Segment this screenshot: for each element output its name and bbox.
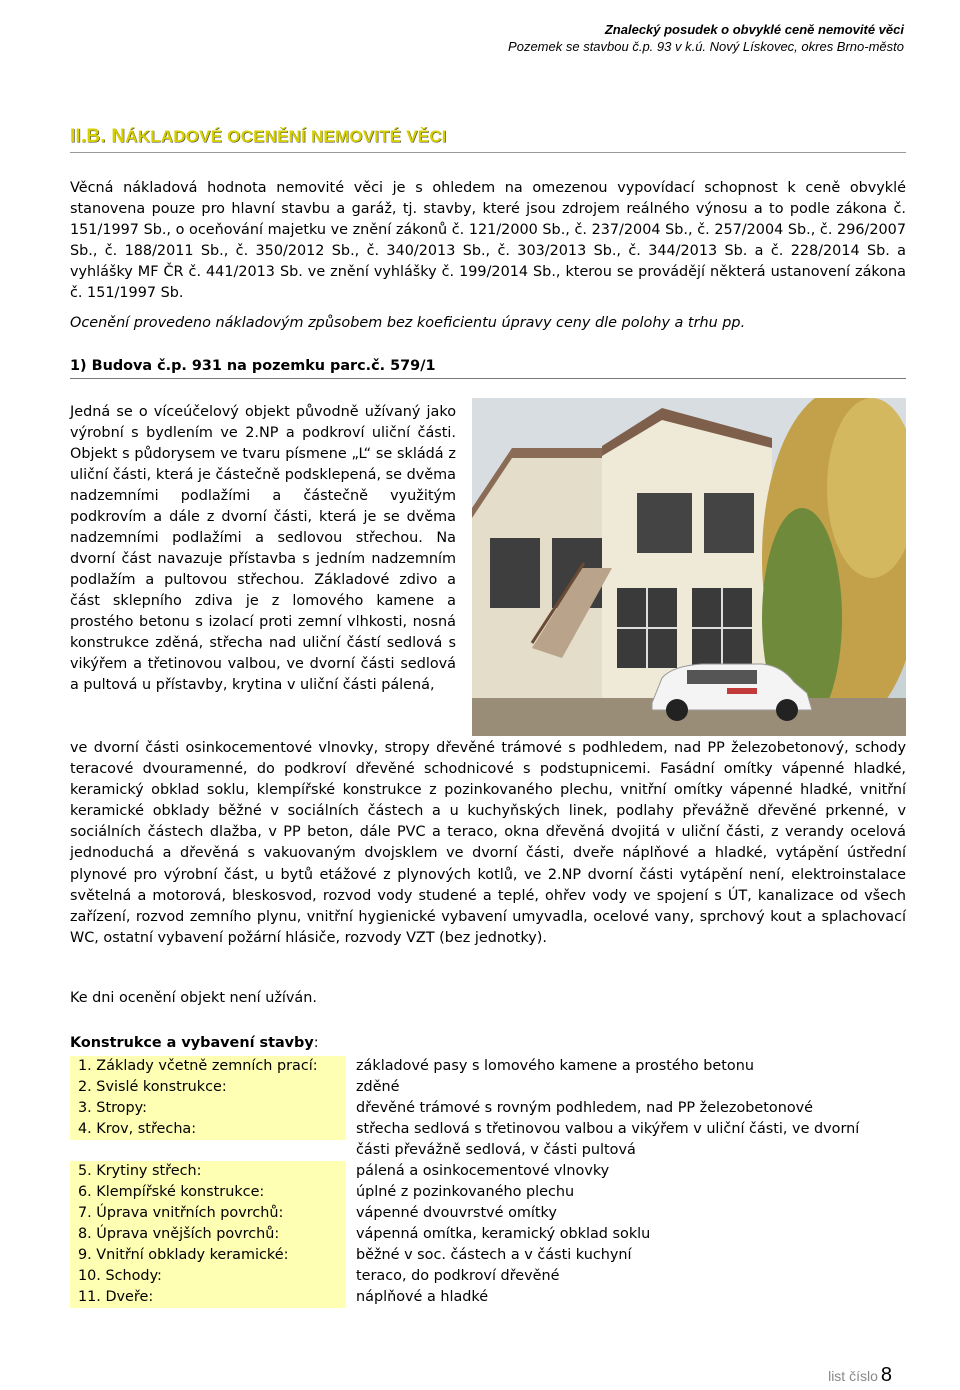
construction-row-gap [346,1119,356,1140]
construction-row-gap [346,1140,356,1161]
header-subtitle: Pozemek se stavbou č.p. 93 v k.ú. Nový Lískovec, okres Brno-město [508,39,904,54]
construction-row-gap [346,1056,356,1077]
construction-row-gap [346,1224,356,1245]
construction-row-label: 6. Klempířské konstrukce: [70,1182,346,1203]
construction-row-label: 7. Úprava vnitřních povrchů: [70,1203,346,1224]
construction-row-value: střecha sedlová s třetinovou valbou a vikýřem v uliční části, ve dvorní [356,1121,860,1137]
construction-row-label: 5. Krytiny střech: [70,1161,346,1182]
construction-row [70,1182,906,1203]
construction-row [70,1287,906,1308]
building-photo [472,398,906,736]
construction-row-gap [346,1182,356,1203]
construction-row-gap [346,1266,356,1287]
construction-row-label: 3. Stropy: [70,1098,346,1119]
construction-row [70,1245,906,1266]
construction-row [70,1077,906,1098]
construction-row [70,1056,906,1077]
construction-row-label: 9. Vnitřní obklady keramické: [70,1245,346,1266]
valuation-note: Ocenění provedeno nákladovým způsobem bez koeficientu úpravy ceny dle polohy a trhu pp. [70,315,746,331]
construction-row-gap [346,1077,356,1098]
usage-note: Ke dni ocenění objekt není užíván. [70,990,317,1006]
construction-row-value: náplňové a hladké [356,1289,489,1305]
construction-row-label: 4. Krov, střecha: [70,1119,346,1140]
construction-row-value: vápenné dvouvrstvé omítky [356,1205,557,1221]
construction-row-label: 1. Základy včetně zemních prací: [70,1056,346,1077]
construction-colon: : [313,1035,319,1051]
construction-row [70,1203,906,1224]
construction-row-label: 2. Svislé konstrukce: [70,1077,346,1098]
section-title-prefix: II.B. N [70,126,126,147]
page-number-label: list číslo [828,1368,878,1384]
construction-row [70,1140,906,1161]
construction-heading [70,1035,319,1051]
construction-row-gap [346,1245,356,1266]
construction-row-value: pálená a osinkocementové vlnovky [356,1163,610,1179]
construction-row [70,1119,906,1140]
construction-row [70,1224,906,1245]
construction-row [70,1161,906,1182]
building-description-full: ve dvorní části osinkocementové vlnovky, stropy dřevěné trámové s podhledem, nad PP železobetonový, schody teracové dvouramenné, do podkroví dřevěné schodnicové s podstupnicemi. Fasádní omítky vápenné hladké, keramický obklad soklu, klempířské konstrukce z pozinkovaného plechu, vnitřní omítky vápenné hladké, vnitřní keramické obklady běžné v sociálních částech a u kuchyňských linek, podlahy převážně dřevěné prkenné, v sociálních částech dlažba, v PP beton, dále PVC a teraco, okna dřevěná dvojitá v uliční části, z verandy ocelová jednoduchá a dřevěná s vakuovaným dvojsklem ve dvorní části, dveře náplňové a hladké, vytápění ústřední plynové pro výrobní část, u bytů etážové z plynových kotlů, ve 2.NP dvorní části vytápění není, elektroinstalace světelná a motorová, bleskosvod, rozvod vody studené a teplé, ohřev vody ve spojení s ÚT, kanalizace od všech zařízení, rozvod zemního plynu, vnitřní hygienické vybavení umyvadla, ocelové vany, sprchový kout a splachovací WC, ostatní vybavení požární hlásiče, rozvody VZT (bez jednotky). [70,740,906,946]
construction-row-label: 10. Schody: [70,1266,346,1287]
construction-row-value: zděné [356,1079,400,1095]
construction-row-gap [346,1203,356,1224]
construction-row-value: úplné z pozinkovaného plechu [356,1184,575,1200]
construction-table [70,1056,906,1308]
construction-row-label: 11. Dveře: [70,1287,346,1308]
building-description-left: Jedná se o víceúčelový objekt původně užívaný jako výrobní s bydlením ve 2.NP a podkroví uliční části. Objekt s půdorysem ve tvaru písmene „L“ se skládá z uliční části, která je částečně podsklepená, se dvěma nadzemními podlažími a částečně využitým podkrovím a dále z dvorní části, která je se dvěma nadzemními podlažími a sedlovou střechou. Na dvorní část navazuje přístavba s jedním nadzemním podlažím a pultovou střechou. Základové zdivo a část sklepního zdiva je z lomového kamene a prostého betonu s izolací proti zemní vlhkosti, nosná konstrukce zděná, střecha nad uliční částí sedlová s vikýřem a třetinovou valbou, ve dvorní části sedlová a pultová u přístavby, krytina v uliční části pálená, [70,404,456,693]
construction-row-gap [346,1161,356,1182]
construction-row-label [70,1140,346,1161]
construction-row [70,1266,906,1287]
page-number: 8 [880,1364,892,1386]
building-heading: 1) Budova č.p. 931 na pozemku parc.č. 579/1 [70,358,906,379]
construction-row-value: základové pasy s lomového kamene a prostého betonu [356,1058,754,1074]
construction-row-gap [346,1287,356,1308]
page-footer [828,1364,892,1387]
construction-row-gap [346,1098,356,1119]
construction-title: Konstrukce a vybavení stavby [70,1035,314,1051]
section-title-rest: ÁKLADOVÉ OCENĚNÍ NEMOVITÉ VĚCI [125,127,447,146]
construction-row [70,1098,906,1119]
construction-row-value: teraco, do podkroví dřevěné [356,1268,560,1284]
intro-paragraph: Věcná nákladová hodnota nemovité věci je s ohledem na omezenou vypovídací schopnost k ceně obvyklé stanovena pouze pro hlavní stavbu a garáž, tj. stavby, které jsou zdrojem reálného výnosu a to podle zákona č. 151/1997 Sb., o oceňování majetku ve znění zákonů č. 121/2000 Sb., č. 237/2004 Sb., č. 257/2004 Sb., č. 296/2007 Sb., č. 188/2011 Sb., č. 350/2012 Sb., č. 340/2013 Sb., č. 303/2013 Sb., č. 344/2013 Sb. a č. 228/2014 Sb. a vyhlášky MF ČR č. 441/2013 Sb. ve znění vyhlášky č. 199/2014 Sb., kterou se provádějí některá ustanovení zákona č. 151/1997 Sb. [70,180,906,301]
page-header [508,21,904,55]
construction-row-label: 8. Úprava vnějších povrchů: [70,1224,346,1245]
construction-row-value: dřevěné trámové s rovným podhledem, nad PP železobetonové [356,1100,814,1116]
construction-row-value: vápenná omítka, keramický obklad soklu [356,1226,651,1242]
section-title [70,126,906,153]
construction-row-value: části převážně sedlová, v části pultová [356,1142,636,1158]
header-title: Znalecký posudek o obvyklé ceně nemovité věci [604,22,904,37]
construction-row-value: běžné v soc. částech a v části kuchyní [356,1247,632,1263]
